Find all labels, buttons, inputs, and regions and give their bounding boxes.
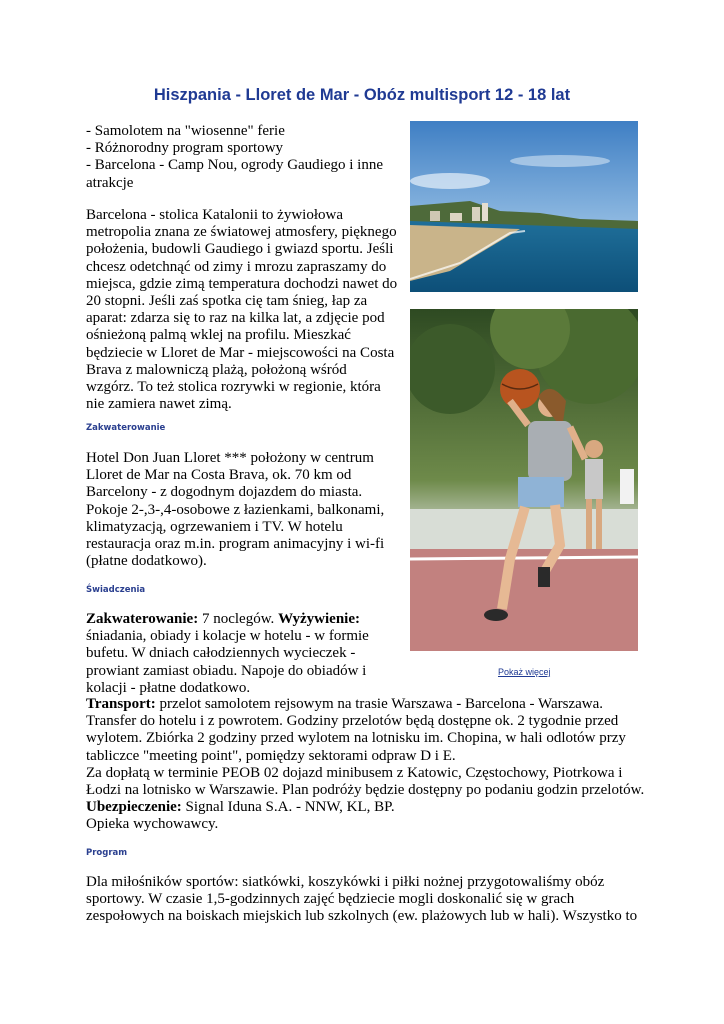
show-more-link[interactable]: Pokaż więcej	[498, 667, 551, 677]
food-text: śniadania, obiady i kolacje w hotelu - w formie bufetu. W dniach całodziennych wycieczek - prowiant zamiast obiadu. Napoje do obiadów i kolacji - płatne dodatkowo.	[86, 628, 369, 696]
extra-transport-paragraph: Za dopłatą w terminie PEOB 02 dojazd minibusem z Katowic, Częstochowy, Piotrkowa i Łodzi na lotnisko w Warszawie. Plan podróży będzie dostępny po podaniu godzin przelotów.	[86, 764, 645, 799]
program-paragraph: Dla miłośników sportów: siatkówki, koszykówki i piłki nożnej przygotowaliśmy obóz sportowy. W czasie 1,5-godzinnych zajęć będziecie mogli doskonalić się w grach zespołowych na boiskach miejskich lub szkolnych (ew. plażowych lub w hali). Wszystko to	[86, 874, 638, 925]
bullet-item: - Barcelona - Camp Nou, ogrody Gaudiego i inne atrakcje	[86, 157, 384, 191]
insurance-paragraph	[86, 799, 646, 816]
bullet-item: - Samolotem na "wiosenne" ferie	[86, 123, 285, 139]
beach-photo	[410, 121, 638, 292]
care-paragraph: Opieka wychowawcy.	[86, 816, 219, 833]
section-heading-accommodation: Zakwaterowanie	[86, 423, 166, 433]
transport-paragraph	[86, 696, 646, 765]
services-food-paragraph	[86, 611, 398, 697]
highlights-list	[86, 123, 398, 192]
page-title: Hiszpania - Lloret de Mar - Obóz multisport 12 - 18 lat	[153, 86, 571, 104]
lodging-text: 7 noclegów.	[198, 611, 279, 627]
insurance-text: Signal Iduna S.A. - NNW, KL, BP.	[181, 799, 395, 816]
intro-paragraph: Barcelona - stolica Katalonii to żywiołowa metropolia znana ze światowej atmosfery, pięknego położenia, budowli Gaudiego i gwiazd sportu. Jeśli chcesz odetchnąć od zimy i mrozu zapraszamy do miejsca, gdzie zimą temperatura dochodzi nawet do 20 stopni. Jeśli zaś spotka cię tam śnieg, łap za aparat: zdarza się to raz na kilka lat, a zdjęcie pod ośnieżoną palmą wklej na profilu. Mieszkać będziecie w Lloret de Mar - miejscowości na Costa Brava z malowniczą plażą, położoną wśród wzgórz. To też stolica rozrywki w regionie, która nie zamiera nawet zimą.	[86, 207, 398, 413]
lodging-label: Zakwaterowanie:	[86, 611, 199, 627]
transport-text: przelot samolotem rejsowym na trasie Warszawa - Barcelona - Warszawa. Transfer do hotelu i z powrotem. Godziny przelotów będą dostępne ok. 2 tygodnie przed wylotem. Zbiórka 2 godziny przed wylotem na lotnisku im. Chopina, w hali odlotów przy tabliczce "meeting point", pomiędzy sektorami odpraw D i E.	[86, 696, 626, 764]
section-heading-program: Program	[86, 848, 128, 858]
transport-label: Transport:	[86, 696, 156, 712]
food-label: Wyżywienie:	[278, 611, 360, 627]
services-transport-block	[86, 696, 646, 834]
accommodation-paragraph: Hotel Don Juan Lloret *** położony w centrum Lloret de Mar na Costa Brava, ok. 70 km od Barcelony - z dogodnym dojazdem do miasta. Pokoje 2-,3-,4-osobowe z łazienkami, balkonami, klimatyzacją, ogrzewaniem i TV. W hotelu restauracja oraz m.in. program animacyjny i wi-fi (płatne dodatkowo).	[86, 450, 385, 570]
section-heading-services: Świadczenia	[86, 585, 146, 595]
basketball-photo	[410, 309, 638, 651]
bullet-item: - Różnorodny program sportowy	[86, 140, 284, 157]
insurance-label: Ubezpieczenie:	[86, 799, 182, 816]
